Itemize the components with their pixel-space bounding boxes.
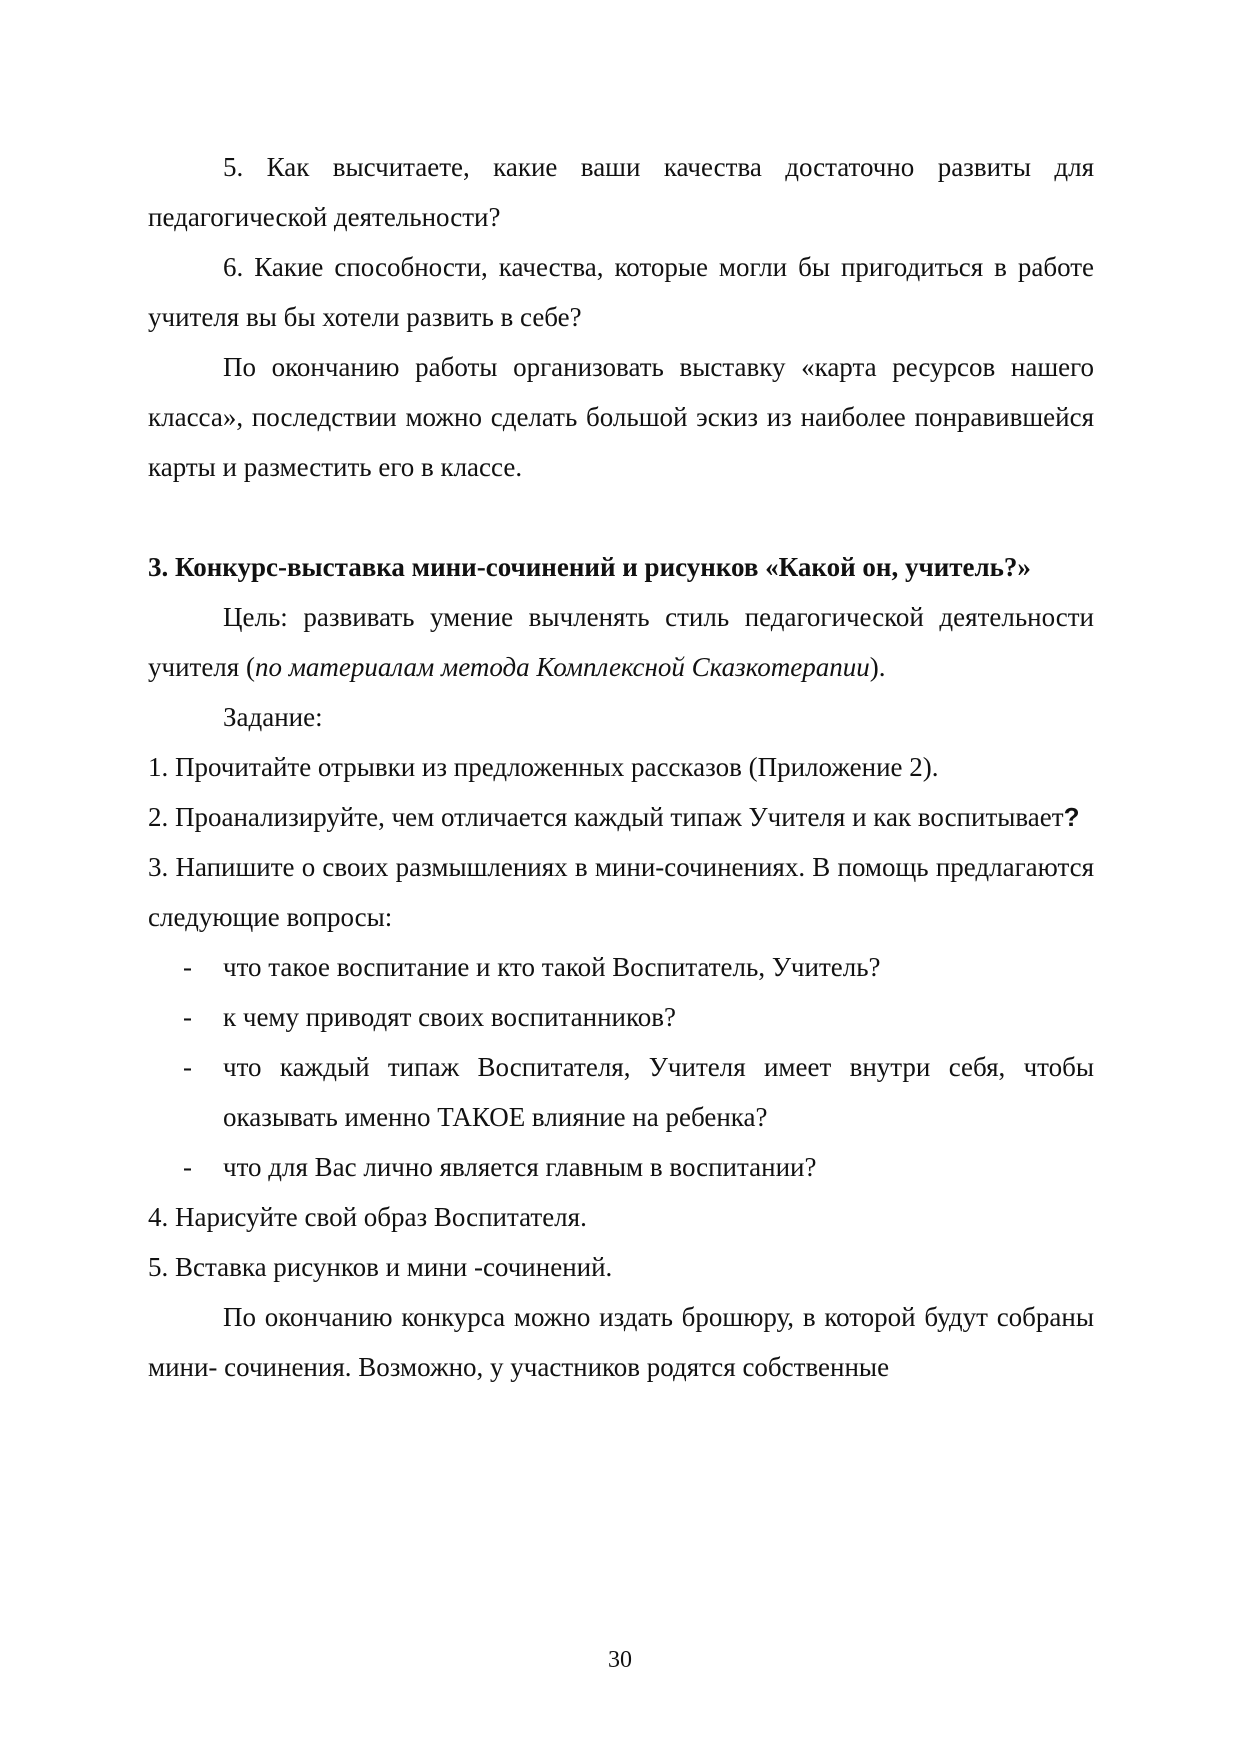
step-2-question-mark: ? — [1063, 802, 1080, 832]
list-item-text: что такое воспитание и кто такой Воспитатель, Учитель? — [223, 952, 881, 982]
list-item — [148, 1042, 1094, 1142]
list-item-text: к чему приводят своих воспитанников? — [223, 1002, 676, 1032]
list-item-text: что каждый типаж Воспитателя, Учителя имеет внутри себя, чтобы оказывать именно ТАКОЕ влияние на ребенка? — [223, 1052, 1094, 1132]
list-item-text: что для Вас лично является главным в воспитании? — [223, 1152, 817, 1182]
step-4: 4. Нарисуйте свой образ Воспитателя. — [148, 1202, 587, 1232]
step-2-text: 2. Проанализируйте, чем отличается каждый типаж Учителя и как воспитывает — [148, 802, 1064, 832]
goal-text: Цель: развивать умение вычленять стиль педагогической деятельности учителя ( — [148, 602, 1094, 682]
section-spacer — [148, 492, 1094, 542]
list-item — [148, 1142, 1094, 1192]
list-item — [148, 942, 1094, 992]
step-3: 3. Напишите о своих размышлениях в мини-сочинениях. В помощь предлагаются следующие вопросы: — [148, 852, 1094, 932]
step-1: 1. Прочитайте отрывки из предложенных рассказов (Приложение 2). — [148, 752, 939, 782]
dash-marker: - — [183, 1002, 192, 1032]
step-5: 5. Вставка рисунков и мини -сочинений. — [148, 1252, 613, 1282]
goal-source-italic: по материалам метода Комплексной Сказкотерапии — [254, 652, 870, 682]
page-number: 30 — [608, 1647, 632, 1673]
dash-marker: - — [183, 1052, 192, 1082]
goal-paragraph — [148, 592, 1094, 692]
closing-paragraph-brochure: По окончанию конкурса можно издать брошюру, в которой будут собраны мини- сочинения. Возможно, у участников родятся собственные — [148, 1302, 1094, 1382]
guiding-questions-list — [148, 942, 1094, 1192]
page-content — [148, 142, 1094, 1392]
question-6: 6. Какие способности, качества, которые могли бы пригодиться в работе учителя вы бы хотели развить в себе? — [148, 252, 1094, 332]
question-5: 5. Как высчитаете, какие ваши качества достаточно развиты для педагогической деятельности? — [148, 152, 1094, 232]
section-heading: 3. Конкурс-выставка мини-сочинений и рисунков «Какой он, учитель?» — [148, 552, 1031, 582]
list-item — [148, 992, 1094, 1042]
step-2 — [148, 792, 1094, 842]
closing-paragraph-map-exhibition: По окончанию работы организовать выставку «карта ресурсов нашего класса», последствии можно сделать большой эскиз из наиболее понравившейся карты и разместить его в классе. — [148, 352, 1094, 482]
task-label: Задание: — [223, 702, 323, 732]
goal-text-end: ). — [869, 652, 886, 682]
dash-marker: - — [183, 1152, 192, 1182]
dash-marker: - — [183, 952, 192, 982]
